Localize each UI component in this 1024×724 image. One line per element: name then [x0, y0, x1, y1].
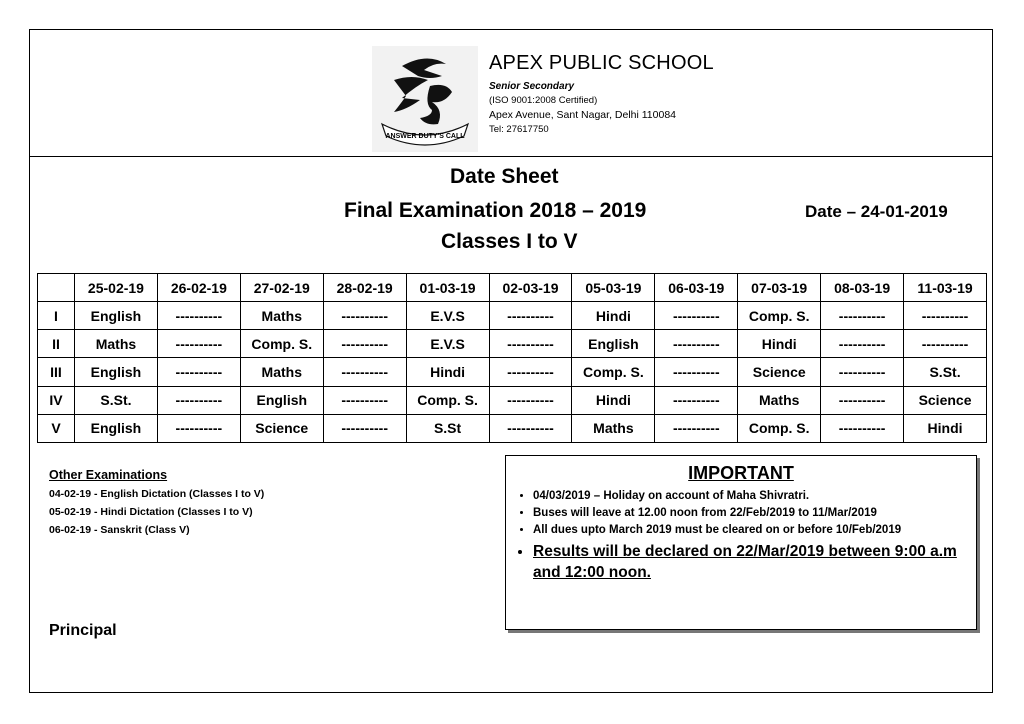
- subject-cell: Comp. S.: [738, 302, 821, 330]
- table-row: [38, 386, 987, 414]
- subject-cell: S.St.: [904, 358, 987, 386]
- date-header: 28-02-19: [323, 274, 406, 302]
- subject-cell: Maths: [738, 386, 821, 414]
- header-divider: [29, 156, 993, 157]
- subject-cell: Comp. S.: [240, 330, 323, 358]
- subject-cell: ----------: [323, 302, 406, 330]
- table-row: [38, 330, 987, 358]
- classes-title: Classes I to V: [441, 230, 578, 253]
- subject-cell: ----------: [655, 330, 738, 358]
- subject-cell: Hindi: [572, 386, 655, 414]
- subject-cell: S.St: [406, 414, 489, 442]
- subject-cell: ----------: [821, 414, 904, 442]
- subject-cell: Science: [904, 386, 987, 414]
- subject-cell: ----------: [655, 358, 738, 386]
- subject-cell: ----------: [821, 386, 904, 414]
- subject-cell: Science: [738, 358, 821, 386]
- subject-cell: Science: [240, 414, 323, 442]
- subject-cell: ----------: [323, 330, 406, 358]
- school-logo: [372, 46, 478, 152]
- subject-cell: Hindi: [904, 414, 987, 442]
- notice-item: • Buses will leave at 12.00 noon from 22/Feb/2019 to 11/Mar/2019: [533, 507, 976, 519]
- date-header: 26-02-19: [157, 274, 240, 302]
- date-header: 01-03-19: [406, 274, 489, 302]
- table-row: [38, 302, 987, 330]
- corner-cell: [38, 274, 75, 302]
- date-header: 11-03-19: [904, 274, 987, 302]
- subject-cell: ----------: [157, 386, 240, 414]
- class-label: I: [38, 302, 75, 330]
- subject-cell: ----------: [904, 302, 987, 330]
- table-row: [38, 414, 987, 442]
- subject-cell: English: [240, 386, 323, 414]
- date-header: 08-03-19: [821, 274, 904, 302]
- subject-cell: Hindi: [406, 358, 489, 386]
- subject-cell: ----------: [489, 386, 572, 414]
- subject-cell: ----------: [489, 302, 572, 330]
- date-header: 05-03-19: [572, 274, 655, 302]
- subject-cell: ----------: [157, 414, 240, 442]
- subject-cell: English: [75, 302, 158, 330]
- exam-title: Final Examination 2018 – 2019: [344, 199, 647, 222]
- principal-signature: Principal: [49, 622, 117, 639]
- date-header: 27-02-19: [240, 274, 323, 302]
- school-certification: (ISO 9001:2008 Certified): [489, 95, 598, 106]
- subject-cell: ----------: [655, 302, 738, 330]
- date-header: 25-02-19: [75, 274, 158, 302]
- table-header-row: [38, 274, 987, 302]
- subject-cell: Hindi: [738, 330, 821, 358]
- subject-cell: ----------: [489, 414, 572, 442]
- other-examinations-heading: Other Examinations: [49, 468, 168, 482]
- subject-cell: S.St.: [75, 386, 158, 414]
- date-sheet-table: [37, 273, 987, 443]
- school-address: Apex Avenue, Sant Nagar, Delhi 110084: [489, 109, 677, 121]
- subject-cell: ----------: [655, 386, 738, 414]
- subject-cell: ----------: [821, 302, 904, 330]
- subject-cell: Comp. S.: [738, 414, 821, 442]
- subject-cell: Maths: [572, 414, 655, 442]
- subject-cell: Comp. S.: [572, 358, 655, 386]
- subject-cell: E.V.S: [406, 330, 489, 358]
- notice-item: • All dues upto March 2019 must be cleared on or before 10/Feb/2019: [533, 524, 976, 536]
- notice-item: • 04/03/2019 – Holiday on account of Maha Shivratri.: [533, 490, 976, 502]
- subject-cell: ----------: [655, 414, 738, 442]
- subject-cell: Comp. S.: [406, 386, 489, 414]
- date-header: 07-03-19: [738, 274, 821, 302]
- subject-cell: ----------: [821, 330, 904, 358]
- subject-cell: ----------: [489, 358, 572, 386]
- table-body: [38, 302, 987, 443]
- other-examinations: [49, 468, 264, 536]
- results-notice: • Results will be declared on 22/Mar/2019 between 9:00 a.m and 12:00 noon.: [533, 541, 976, 583]
- date-header: 06-03-19: [655, 274, 738, 302]
- subject-cell: Maths: [75, 330, 158, 358]
- subject-cell: ----------: [821, 358, 904, 386]
- other-exam-item: 05-02-19 - Hindi Dictation (Classes I to V): [49, 506, 253, 518]
- subject-cell: Maths: [240, 302, 323, 330]
- subject-cell: ----------: [157, 330, 240, 358]
- issue-date: Date – 24-01-2019: [805, 202, 948, 221]
- subject-cell: ----------: [157, 302, 240, 330]
- subject-cell: ----------: [489, 330, 572, 358]
- subject-cell: ----------: [157, 358, 240, 386]
- subject-cell: ----------: [323, 358, 406, 386]
- date-header: 02-03-19: [489, 274, 572, 302]
- school-info: [489, 52, 714, 135]
- subject-cell: E.V.S: [406, 302, 489, 330]
- table-row: [38, 358, 987, 386]
- logo-motto: ANSWER DUTY'S CALL: [385, 133, 465, 140]
- important-list: [506, 490, 976, 583]
- class-label: II: [38, 330, 75, 358]
- class-label: V: [38, 414, 75, 442]
- subject-cell: ----------: [904, 330, 987, 358]
- subject-cell: English: [75, 414, 158, 442]
- subject-cell: Hindi: [572, 302, 655, 330]
- important-notice-box: [505, 455, 977, 630]
- class-label: IV: [38, 386, 75, 414]
- subject-cell: English: [75, 358, 158, 386]
- subject-cell: ----------: [323, 386, 406, 414]
- school-subtitle: Senior Secondary: [489, 81, 575, 92]
- other-exam-item: 04-02-19 - English Dictation (Classes I to V): [49, 488, 265, 500]
- school-name: APEX PUBLIC SCHOOL: [489, 52, 714, 74]
- school-tel: Tel: 27617750: [489, 124, 549, 135]
- subject-cell: English: [572, 330, 655, 358]
- important-heading: IMPORTANT: [688, 463, 794, 483]
- class-label: III: [38, 358, 75, 386]
- subject-cell: Maths: [240, 358, 323, 386]
- other-exam-item: 06-02-19 - Sanskrit (Class V): [49, 524, 190, 536]
- page-title: Date Sheet: [450, 165, 559, 188]
- subject-cell: ----------: [323, 414, 406, 442]
